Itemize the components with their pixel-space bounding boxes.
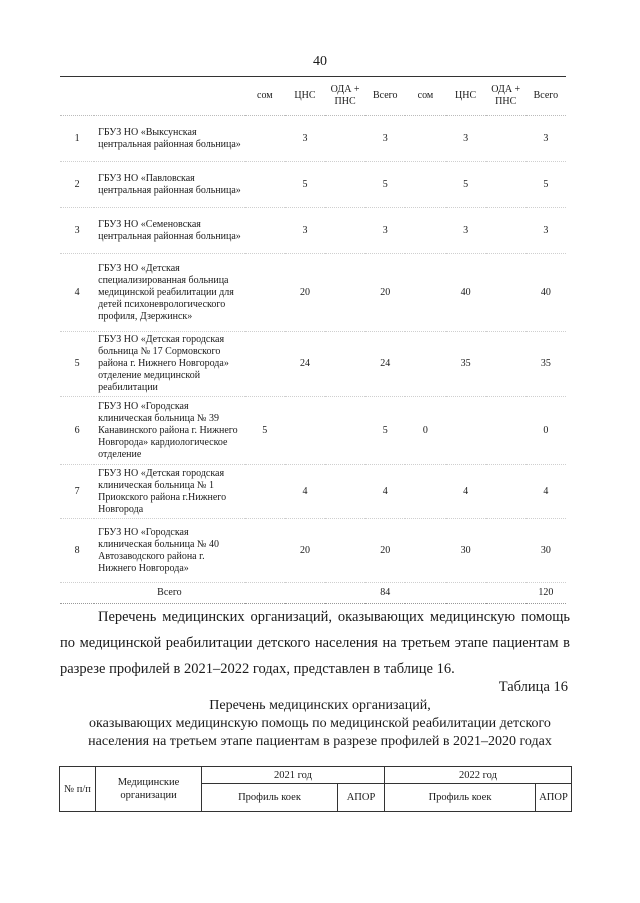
col-header-apor-2022: АПОР [536, 784, 572, 812]
table-number-label: Таблица 16 [498, 679, 568, 695]
organization-name: ГБУЗ НО «Городская клиническая больница № 40 Автозаводского района г. Нижнего Новгорода» [98, 526, 219, 574]
caption-line: Перечень медицинских организаций, [209, 698, 431, 713]
organization-name: ГБУЗ НО «Семеновская центральная районная больница» [98, 218, 241, 242]
bed-count-cell: 24 [299, 358, 310, 369]
bed-count-cell [325, 465, 365, 519]
bed-count-cell [405, 519, 445, 583]
bed-count-cell: 30 [540, 544, 551, 556]
table-row [60, 465, 566, 519]
bed-count-cell: 24 [380, 358, 391, 369]
bed-count-cell [486, 116, 526, 162]
bed-count-cell: 35 [540, 358, 551, 369]
organization-name: ГБУЗ НО «Павловская центральная районная больница» [98, 172, 241, 196]
bed-count-cell: 30 [460, 544, 471, 556]
bed-count-cell: 4 [463, 485, 469, 497]
page-number: 40 [313, 54, 327, 69]
row-number: 3 [74, 224, 80, 236]
body-paragraph: Перечень медицинских организаций, оказывающих медицинскую помощь по медицинской реабилитации детского населения на третьем этапе пациентам в разрезе профилей в 2021–2022 годах, представлен в таблице 16. [60, 609, 570, 677]
col-header-year-2022: 2022 год [385, 767, 572, 784]
col-header-apor-2021: АПОР [338, 784, 385, 812]
table-row [60, 116, 566, 162]
bed-count-cell: 20 [380, 286, 391, 298]
bed-count-cell [486, 519, 526, 583]
bed-count-cell [405, 116, 445, 162]
bed-count-cell [405, 332, 445, 397]
organization-name: ГБУЗ НО «Городская клиническая больница № 39 Канавинского района г. Нижнего Новгорода» кардиологическое отделение [98, 400, 238, 460]
column-header [60, 77, 94, 116]
bed-count-cell [245, 465, 285, 519]
column-header: Всего [533, 90, 559, 101]
bed-count-cell [405, 162, 445, 208]
empty-cell [446, 583, 486, 604]
row-number: 2 [74, 178, 80, 190]
empty-cell [405, 583, 445, 604]
col-header-organizations: Медицинские организации [96, 767, 202, 812]
bed-count-cell [486, 332, 526, 397]
row-number: 1 [74, 132, 80, 144]
bed-count-cell [325, 332, 365, 397]
bed-count-cell: 3 [382, 132, 388, 144]
bed-count-cell [486, 162, 526, 208]
bed-count-cell [245, 208, 285, 254]
bed-count-cell [486, 254, 526, 332]
row-number: 7 [74, 485, 80, 497]
profile-beds-table [60, 76, 566, 604]
table-caption [60, 697, 580, 751]
empty-cell [285, 583, 325, 604]
table-row [60, 519, 566, 583]
organization-name: ГБУЗ НО «Детская городская клиническая больница № 1 Приокского района г.Нижнего Новгорода [98, 467, 227, 515]
row-number: 8 [74, 544, 80, 556]
column-header: ЦНС [294, 90, 316, 101]
bed-count-cell [245, 332, 285, 397]
col-header-profile-2021: Профиль коек [202, 784, 338, 812]
bed-count-cell [325, 254, 365, 332]
table16-header [59, 766, 572, 812]
bed-count-cell [325, 208, 365, 254]
bed-count-cell: 5 [262, 424, 268, 436]
column-header: сом [257, 90, 273, 101]
organization-name: ГБУЗ НО «Выксунская центральная районная больница» [98, 126, 241, 150]
bed-count-cell: 20 [299, 544, 310, 556]
bed-count-cell: 20 [299, 286, 310, 298]
bed-count-cell [245, 254, 285, 332]
bed-count-cell [245, 162, 285, 208]
column-header: ЦНС [455, 90, 477, 101]
bed-count-cell: 5 [382, 424, 388, 436]
table-row [60, 332, 566, 397]
organization-name: ГБУЗ НО «Детская специализированная больница медицинской реабилитации для детей психоневрологического профиля, Дзержинск» [98, 262, 234, 322]
bed-count-cell: 3 [463, 132, 469, 144]
bed-count-cell [325, 162, 365, 208]
bed-count-cell [405, 254, 445, 332]
row-number: 4 [74, 286, 80, 298]
table-header-row [60, 77, 566, 116]
bed-count-cell: 5 [302, 178, 308, 190]
bed-count-cell [285, 397, 325, 465]
bed-count-cell [405, 208, 445, 254]
bed-count-cell: 35 [460, 358, 471, 369]
column-header: ОДА + ПНС [491, 84, 521, 107]
bed-count-cell: 40 [540, 286, 551, 298]
column-header: ОДА + ПНС [330, 84, 360, 107]
bed-count-cell: 3 [463, 224, 469, 236]
col-header-profile-2022: Профиль коек [385, 784, 536, 812]
row-number: 6 [74, 424, 80, 436]
bed-count-cell [325, 397, 365, 465]
bed-count-cell: 3 [302, 132, 308, 144]
bed-count-cell: 3 [543, 132, 549, 144]
bed-count-cell [325, 116, 365, 162]
empty-cell [325, 583, 365, 604]
bed-count-cell: 4 [382, 485, 388, 497]
bed-count-cell [486, 397, 526, 465]
bed-count-cell: 3 [543, 224, 549, 236]
column-header: Всего [373, 90, 398, 101]
bed-count-cell [325, 519, 365, 583]
bed-count-cell [245, 519, 285, 583]
bed-count-cell: 3 [302, 224, 308, 236]
bed-count-cell: 5 [382, 178, 388, 190]
bed-count-cell: 3 [382, 224, 388, 236]
empty-cell [245, 583, 285, 604]
column-header: сом [417, 90, 434, 101]
bed-count-cell: 5 [463, 178, 469, 190]
bed-count-cell: 0 [422, 424, 428, 436]
bed-count-cell: 4 [543, 485, 549, 497]
total-label: Всего [157, 587, 182, 598]
caption-line: оказывающих медицинскую помощь по медицинской реабилитации детского [89, 716, 551, 731]
bed-count-cell [486, 465, 526, 519]
bed-count-cell [446, 397, 486, 465]
table-row [60, 208, 566, 254]
bed-count-cell: 4 [302, 485, 308, 497]
organization-name: ГБУЗ НО «Детская городская больница № 17 Сормовского района г. Нижнего Новгорода» отделение медицинской реабилитации [98, 334, 229, 393]
bed-count-cell [486, 208, 526, 254]
empty-cell [486, 583, 526, 604]
bed-count-cell: 40 [460, 286, 471, 298]
total-row [60, 583, 566, 604]
bed-count-cell: 5 [543, 178, 549, 190]
bed-count-cell [245, 116, 285, 162]
empty-cell [60, 583, 94, 604]
bed-count-cell: 0 [543, 424, 549, 436]
table-row [60, 397, 566, 465]
caption-line: населения на третьем этапе пациентам в разрезе профилей в 2021–2020 годах [88, 734, 552, 749]
table-body [60, 116, 566, 604]
row-number: 5 [74, 358, 80, 369]
total-2021: 84 [380, 587, 391, 598]
table-row [60, 254, 566, 332]
total-2022: 120 [538, 587, 554, 598]
col-header-year-2021: 2021 год [202, 767, 385, 784]
column-header [94, 77, 245, 116]
bed-count-cell: 20 [380, 544, 391, 556]
col-header-number: № п/п [60, 767, 96, 812]
table-row [60, 162, 566, 208]
bed-count-cell [405, 465, 445, 519]
